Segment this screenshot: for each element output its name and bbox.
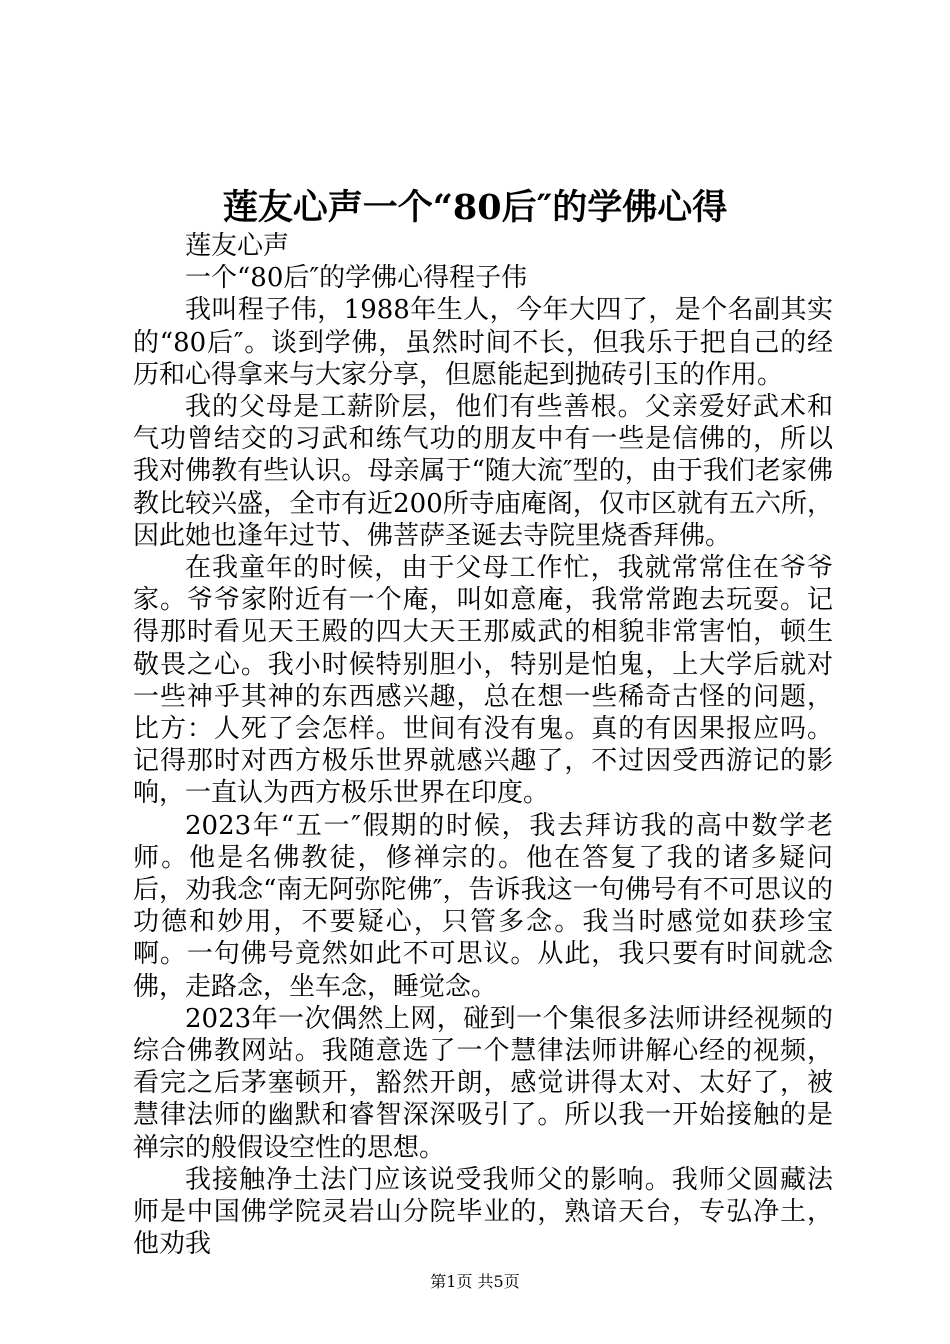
document-body [133, 230, 833, 1261]
paragraph: 莲友心声 [185, 231, 290, 261]
paragraph: 2023年“五一″假期的时候，我去拜访我的高中数学老师。他是名佛教徒，修禅宗的。他在答复了我的诸多疑问后，劝我念“南无阿弥陀佛″，告诉我这一句佛号有不可思议的功德和妙用，不要疑心，只管多念。我当时感觉如获珍宝啊。一句佛号竟然如此不可思议。从此，我只要有时间就念佛，走路念，坐车念，睡觉念。 [133, 810, 833, 1002]
paragraph: 2023年一次偶然上网，碰到一个集很多法师讲经视频的综合佛教网站。我随意选了一个慧律法师讲解心经的视频，看完之后茅塞顿开，豁然开朗，感觉讲得太对、太好了，被慧律法师的幽默和睿智深深吸引了。所以我一开始接触的是禅宗的般假设空性的思想。 [133, 1003, 833, 1163]
paragraph: 我叫程子伟，1988年生人，今年大四了，是个名副其实的“80后″。谈到学佛，虽然时间不长，但我乐于把自己的经历和心得拿来与大家分享，但愿能起到抛砖引玉的作用。 [133, 295, 833, 390]
paragraph: 在我童年的时候，由于父母工作忙，我就常常住在爷爷家。爷爷家附近有一个庵，叫如意庵，我常常跑去玩耍。记得那时看见天王殿的四大天王那威武的相貌非常害怕，顿生敬畏之心。我小时候特别胆小，特别是怕鬼，上大学后就对一些神乎其神的东西感兴趣，总在想一些稀奇古怪的问题，比方：人死了会怎样。世间有没有鬼。真的有因果报应吗。记得那时对西方极乐世界就感兴趣了，不过因受西游记的影响，一直认为西方极乐世界在印度。 [133, 553, 833, 809]
document-title: 莲友心声一个“80后″的学佛心得 [222, 187, 728, 228]
paragraph: 我接触净土法门应该说受我师父的影响。我师父圆藏法师是中国佛学院灵岩山分院毕业的，熟谙天台，专弘净土，他劝我 [133, 1164, 833, 1260]
page-number-footer: 第1页 共5页 [430, 1272, 520, 1291]
paragraph: 我的父母是工薪阶层，他们有些善根。父亲爱好武术和气功曾结交的习武和练气功的朋友中有一些是信佛的，所以我对佛教有些认识。母亲属于“随大流″型的，由于我们老家佛教比较兴盛，全市有近200所寺庙庵阁，仅市区就有五六所，因此她也逢年过节、佛菩萨圣诞去寺院里烧香拜佛。 [133, 392, 833, 551]
paragraph: 一个“80后″的学佛心得程子伟 [185, 263, 528, 294]
